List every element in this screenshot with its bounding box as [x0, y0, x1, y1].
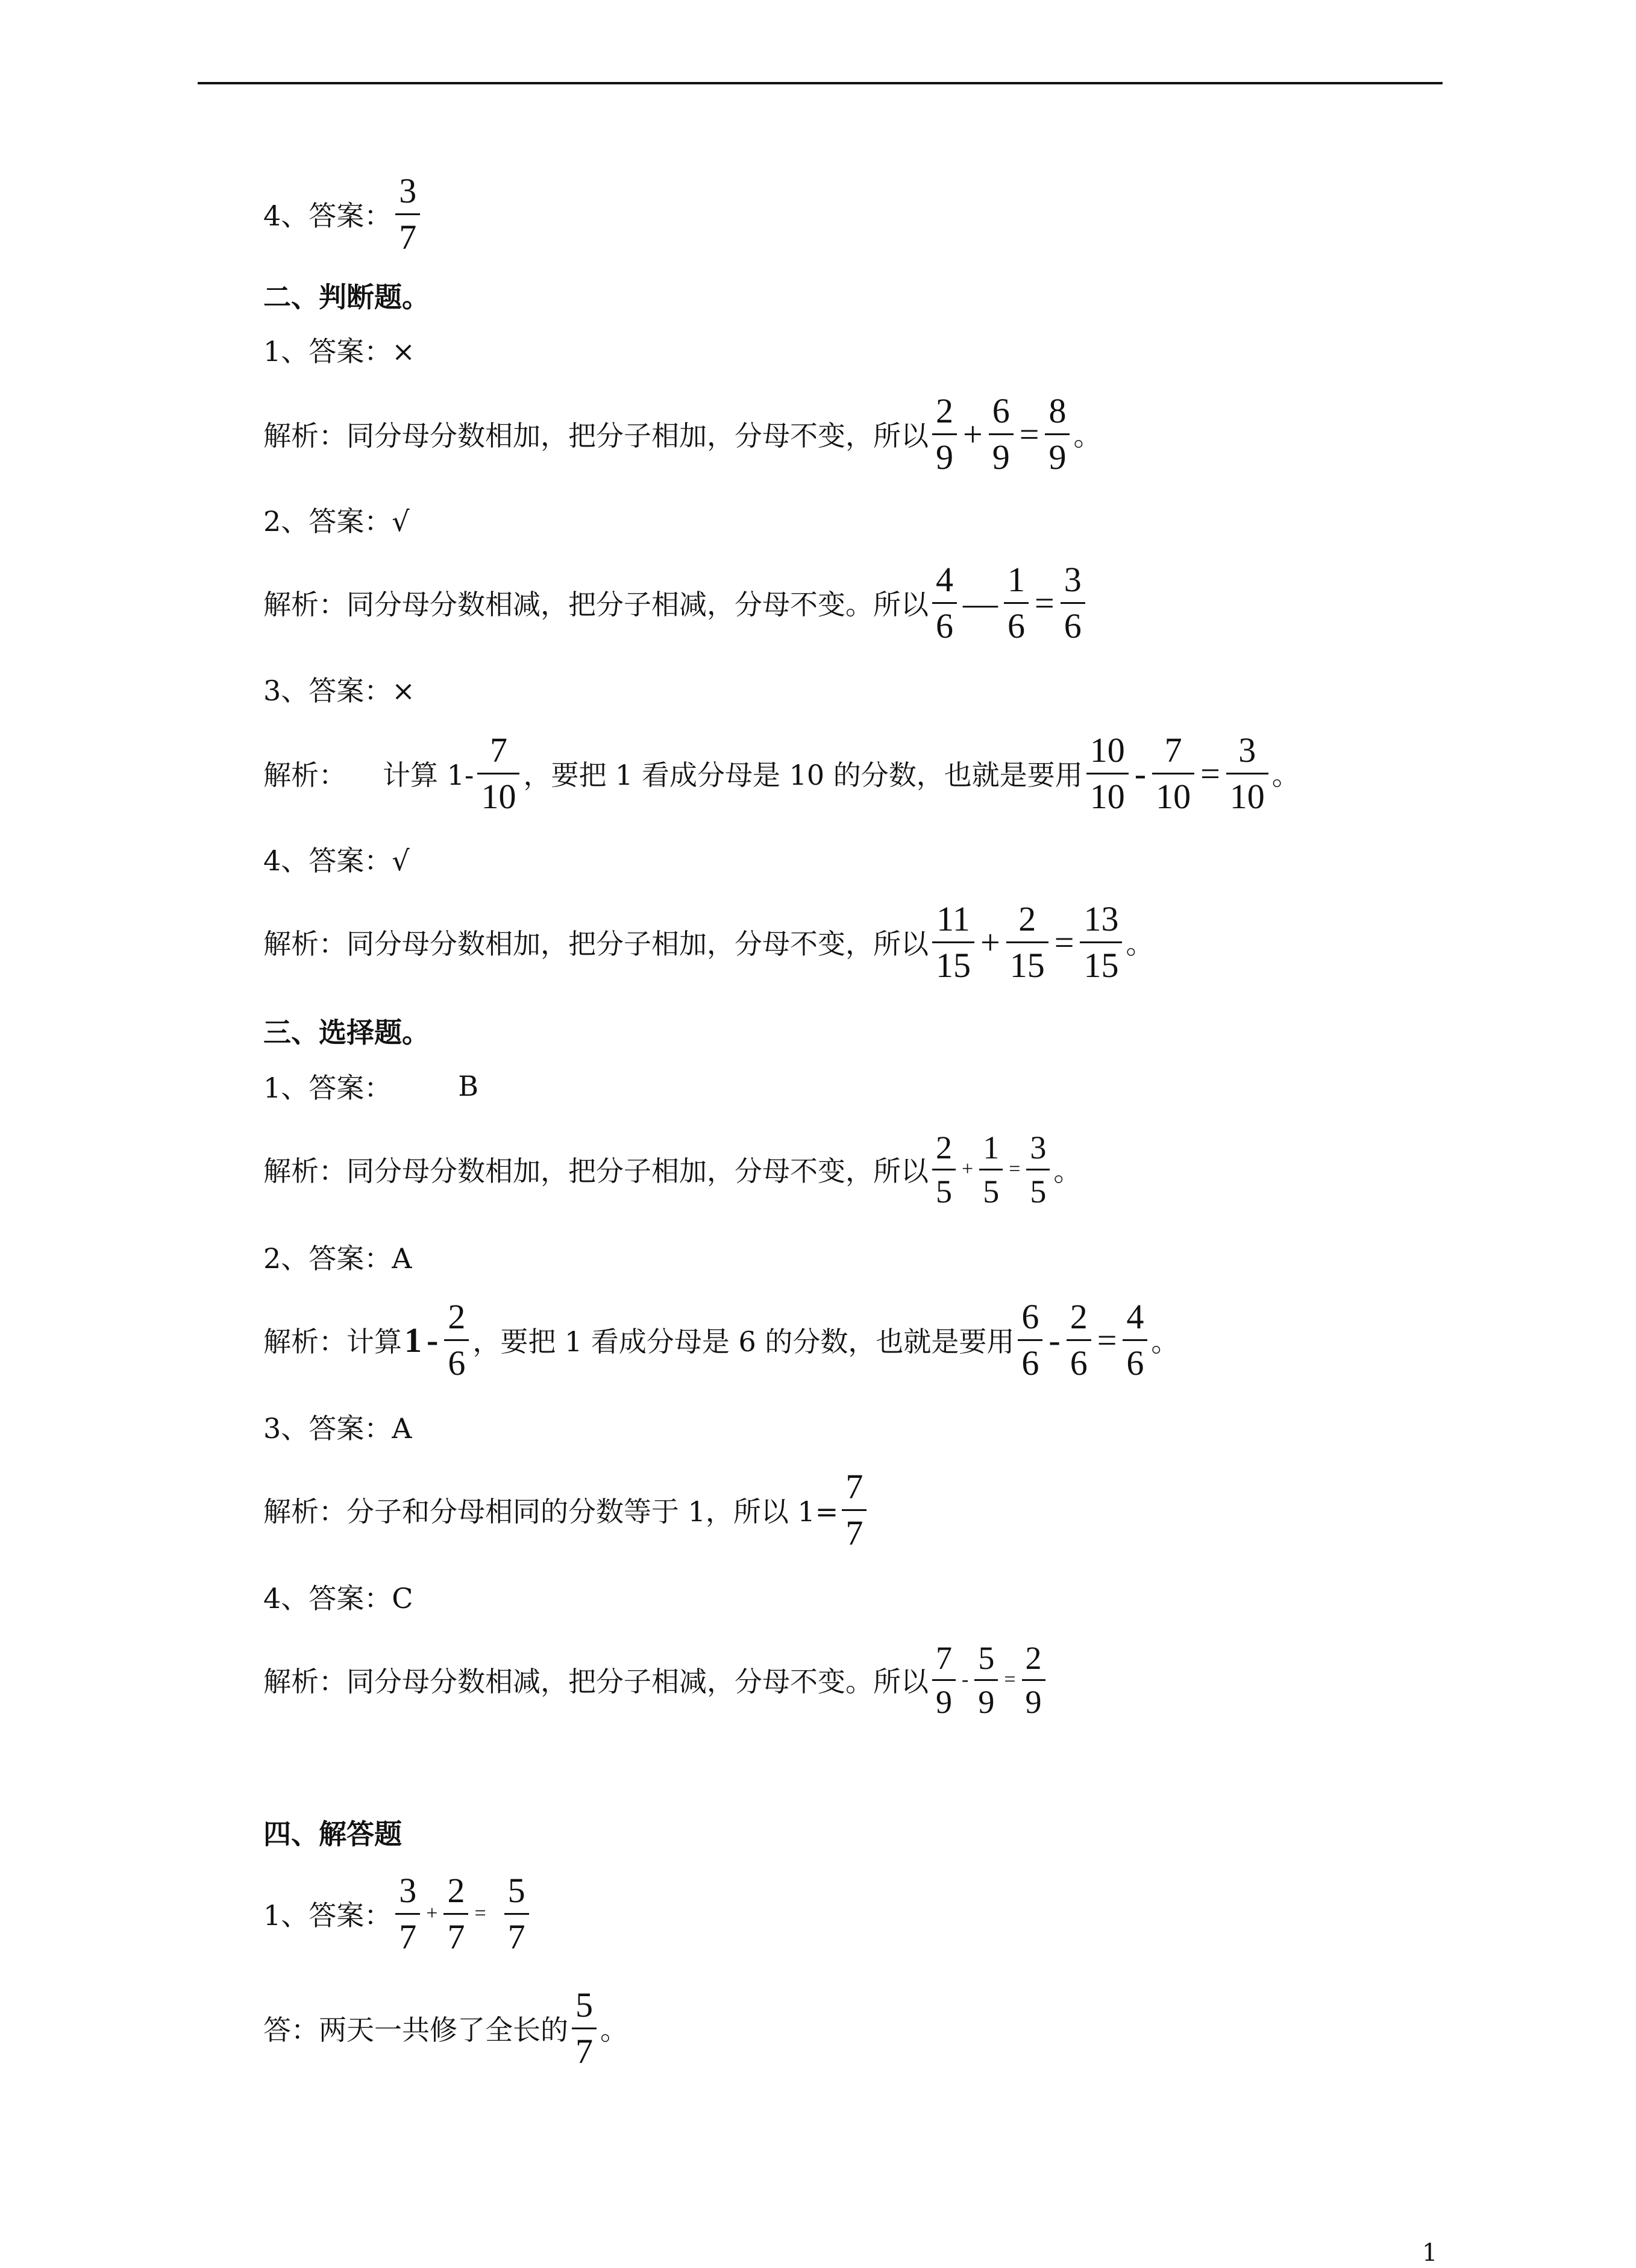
- operator: =: [1054, 922, 1074, 962]
- fraction: $\frac{7}{10}$: [1152, 733, 1194, 814]
- answer-label: 4、答案：: [263, 199, 392, 232]
- fraction: $\frac{5}{7}$: [572, 1988, 597, 2069]
- operator: —: [963, 583, 998, 623]
- fraction: $\frac{6}{9}$: [989, 394, 1014, 475]
- fraction: $\frac{1}{5}$: [979, 1131, 1003, 1208]
- section-heading: 二、判断题。: [263, 281, 430, 313]
- fraction: $\frac{2}{7}$: [443, 1873, 468, 1955]
- fraction: $\frac{11}{15}$: [932, 902, 974, 983]
- fraction: $\frac{2}{15}$: [1006, 902, 1048, 983]
- answer-line: [263, 169, 424, 259]
- answer-line: 2、答案：√: [263, 505, 410, 538]
- fraction: $\frac{3}{5}$: [1026, 1131, 1050, 1208]
- explanation-line: 解析：分子和分母相同的分数等于 1，所以 1= $\frac{7}{7}$: [263, 1465, 870, 1555]
- section-heading: 四、解答题: [263, 1818, 402, 1850]
- explanation-line: 解析：同分母分数相减，把分子相减，分母不变。所以 $\frac{4}{6}$ — $\frac{1}{6}$ = $\frac{3}{6}$: [263, 558, 1089, 648]
- operator: =: [1097, 1320, 1117, 1360]
- answer-line: 1、答案： $\frac{3}{7}$ + $\frac{2}{7}$ = $\frac{5}{7}$: [263, 1868, 533, 1959]
- operator: -: [1048, 1320, 1061, 1360]
- fraction: $\frac{5}{7}$: [504, 1873, 529, 1955]
- fraction: $\frac{13}{15}$: [1080, 902, 1122, 983]
- fraction: $\frac{3}{7}$: [395, 1873, 420, 1955]
- page-number: 1: [1422, 2239, 1438, 2267]
- fraction: $\frac{3}{10}$: [1226, 733, 1268, 814]
- fraction: $\frac{8}{9}$: [1045, 394, 1070, 475]
- fraction: $\frac{7}{7}$: [842, 1469, 867, 1551]
- operator: +: [963, 414, 983, 454]
- fraction: $\frac{3}{7}$: [395, 174, 420, 255]
- fraction: $\frac{4}{6}$: [932, 562, 957, 644]
- fraction: $\frac{2}{6}$: [444, 1299, 469, 1381]
- fraction: $\frac{3}{6}$: [1061, 562, 1085, 644]
- operator: -: [1134, 753, 1147, 793]
- answer-line: 2、答案：A: [263, 1242, 412, 1275]
- operator: -: [962, 1668, 969, 1691]
- section-heading: 三、选择题。: [263, 1016, 430, 1049]
- explanation-line: 解析：同分母分数相加，把分子相加，分母不变，所以 $\frac{2}{9}$ + $\frac{6}{9}$ = $\frac{8}{9}$ 。: [263, 391, 1102, 477]
- operator: =: [1035, 583, 1055, 623]
- fraction: $\frac{5}{9}$: [974, 1642, 998, 1718]
- operator: =: [474, 1902, 486, 1924]
- explanation-line: 解析：同分母分数相加，把分子相加，分母不变，所以 $\frac{2}{5}$ + $\frac{1}{5}$ = $\frac{3}{5}$ 。: [263, 1129, 1082, 1210]
- operator: =: [1004, 1668, 1016, 1691]
- operator: =: [1019, 414, 1039, 454]
- operator: =: [1200, 753, 1220, 793]
- fraction: $\frac{6}{6}$: [1018, 1299, 1042, 1381]
- operator: =: [1009, 1158, 1021, 1180]
- answer-line: 4、答案：C: [263, 1582, 413, 1615]
- answer-line: 4、答案：√: [263, 844, 410, 877]
- operator: +: [980, 922, 1000, 962]
- answer-line: 3、答案：A: [263, 1412, 412, 1445]
- fraction: $\frac{1}{6}$: [1004, 562, 1029, 644]
- fraction: $\frac{10}{10}$: [1086, 733, 1129, 814]
- operator: -: [427, 1320, 439, 1360]
- explanation-line: 解析：同分母分数相减，把分子相减，分母不变。所以 $\frac{7}{9}$ - $\frac{5}{9}$ = $\frac{2}{9}$: [263, 1635, 1049, 1725]
- header-rule: [198, 82, 1443, 84]
- fraction: $\frac{2}{9}$: [1022, 1642, 1045, 1718]
- explanation-line: 解析： 计算 1- $\frac{7}{10}$ ，要把 1 看成分母是 10 的分数，也就是要用 $\frac{10}{10}$ - $\frac{7}{10}$ = $\frac{3}{10}$ 。: [263, 730, 1300, 816]
- operator: +: [962, 1158, 974, 1180]
- answer-line: 1、答案： B: [263, 1070, 479, 1104]
- fraction: $\frac{2}{9}$: [932, 394, 957, 475]
- fraction: $\frac{7}{9}$: [932, 1642, 956, 1718]
- fraction: $\frac{7}{10}$: [477, 733, 519, 814]
- answer-line: 3、答案：×: [263, 674, 415, 707]
- operator: +: [426, 1902, 438, 1924]
- fraction: $\frac{2}{6}$: [1067, 1299, 1091, 1381]
- conclusion-line: 答：两天一共修了全长的 $\frac{5}{7}$ 。: [263, 1985, 628, 2071]
- fraction: $\frac{2}{5}$: [932, 1131, 956, 1208]
- explanation-line: 解析：同分母分数相加，把分子相加，分母不变，所以 $\frac{11}{15}$ + $\frac{2}{15}$ = $\frac{13}{15}$ 。: [263, 899, 1154, 985]
- explanation-line: 解析：计算 1 - $\frac{2}{6}$ ，要把 1 看成分母是 6 的分数，也就是要用 $\frac{6}{6}$ - $\frac{2}{6}$ = $\frac{4}{6}$ 。: [263, 1296, 1179, 1383]
- fraction: $\frac{4}{6}$: [1123, 1299, 1147, 1381]
- answer-line: 1、答案：×: [263, 335, 415, 368]
